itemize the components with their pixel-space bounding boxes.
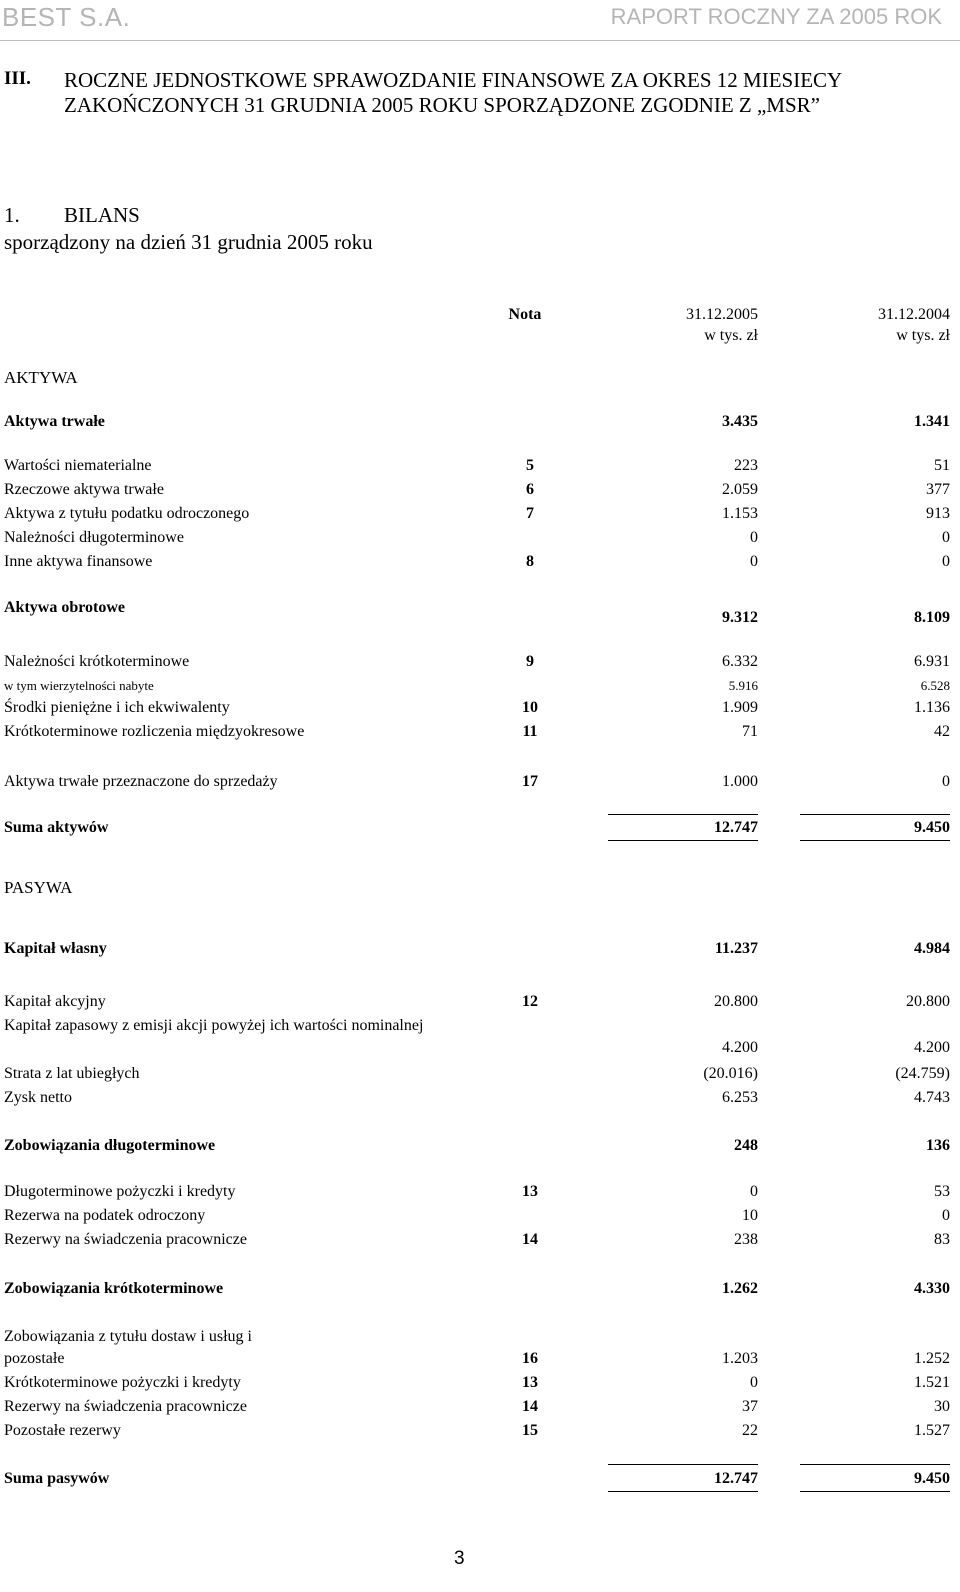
row-label: Suma aktywów	[4, 819, 109, 836]
table-row	[4, 938, 950, 960]
row-label: Pozostałe rezerwy	[4, 1422, 121, 1439]
row-value-2005: 223	[734, 457, 758, 474]
row-label: Inne aktywa finansowe	[4, 553, 153, 570]
row-value-2005: 71	[742, 723, 758, 740]
table-row	[4, 1278, 950, 1300]
row-label: Zobowiązania z tytułu dostaw i usług i pozostałe	[4, 1328, 252, 1367]
sum-underline	[608, 840, 758, 841]
row-nota: 9	[526, 653, 534, 670]
row-value-2004: 9.450	[914, 819, 950, 836]
table-row	[4, 817, 950, 839]
row-value-2004: 53	[934, 1183, 950, 1200]
row-value-2005: 0	[750, 1183, 758, 1200]
page-header	[0, 0, 960, 42]
row-value-2004: 1.521	[914, 1374, 950, 1391]
row-value-2004: 42	[934, 723, 950, 740]
row-value-2005: 0	[750, 553, 758, 570]
sum-underline	[800, 840, 950, 841]
table-row	[4, 1205, 950, 1227]
row-value-2004: 9.450	[914, 1470, 950, 1487]
row-nota: 6	[526, 481, 534, 498]
table-row	[4, 651, 950, 673]
row-label: Wartości niematerialne	[4, 457, 152, 474]
row-value-2005: (20.016)	[703, 1065, 758, 1082]
row-nota: 7	[526, 505, 534, 522]
row-value-2004: 1.252	[914, 1350, 950, 1367]
table-row	[4, 479, 950, 501]
table-row	[4, 1229, 950, 1251]
row-nota: 14	[522, 1398, 538, 1415]
table-row	[4, 1468, 950, 1490]
row-value-2005: 4.200	[722, 1039, 758, 1056]
row-label: Należności krótkoterminowe	[4, 653, 190, 670]
row-label: Rezerwa na podatek odroczony	[4, 1207, 206, 1224]
row-value-2005: 0	[750, 529, 758, 546]
nota-column-header: Nota	[508, 306, 542, 323]
row-value-2005: 1.000	[722, 773, 758, 790]
row-nota: 11	[522, 723, 538, 740]
row-value-2004: 1.527	[914, 1422, 950, 1439]
row-nota: 15	[522, 1422, 538, 1439]
row-value-2004: 30	[934, 1398, 950, 1415]
row-value-2004: 136	[926, 1137, 950, 1154]
row-value-2005: 1.153	[722, 505, 758, 522]
row-nota: 17	[522, 773, 538, 790]
table-row	[4, 597, 950, 626]
row-value-2004: 6.931	[914, 653, 950, 670]
table-row	[4, 411, 950, 433]
row-label: Kapitał zapasowy z emisji akcji powyżej ich wartości nominalnej	[4, 1017, 424, 1034]
row-value-2005: 9.312	[722, 609, 758, 626]
column-2005-date: 31.12.2005	[686, 306, 758, 323]
column-2004-date: 31.12.2004	[878, 306, 950, 323]
report-title: RAPORT ROCZNY ZA 2005 ROK	[610, 4, 942, 29]
table-row	[4, 1015, 950, 1059]
table-row	[4, 551, 950, 573]
column-2005-unit: w tys. zł	[704, 327, 758, 344]
row-value-2005: 1.909	[722, 699, 758, 716]
row-nota: 13	[522, 1374, 538, 1391]
row-value-2005: 3.435	[722, 413, 758, 430]
row-value-2005: 1.203	[722, 1350, 758, 1367]
table-row	[4, 1396, 950, 1418]
column-2004-unit: w tys. zł	[896, 327, 950, 344]
row-value-2004: 4.200	[914, 1039, 950, 1056]
row-value-2004: 8.109	[914, 609, 950, 626]
row-value-2004: 6.528	[920, 678, 950, 693]
row-value-2005: 248	[734, 1137, 758, 1154]
row-value-2004: 913	[926, 505, 950, 522]
sum-line	[608, 1464, 758, 1465]
row-nota: 12	[522, 993, 538, 1010]
subsection-number: 1.	[4, 203, 20, 227]
sum-line	[800, 814, 950, 815]
company-name: BEST S.A.	[2, 2, 131, 32]
row-nota: 10	[522, 699, 538, 716]
sum-underline	[608, 1491, 758, 1492]
row-nota: 5	[526, 457, 534, 474]
column-2004-header	[790, 304, 950, 346]
row-value-2004: 4.330	[914, 1280, 950, 1297]
row-value-2004: (24.759)	[895, 1065, 950, 1082]
row-value-2005: 0	[750, 1374, 758, 1391]
table-row	[4, 771, 950, 793]
row-nota: 8	[526, 553, 534, 570]
table-row	[4, 697, 950, 719]
table-row	[4, 1326, 950, 1370]
row-value-2005: 238	[734, 1231, 758, 1248]
table-row	[4, 503, 950, 525]
table-row	[4, 1135, 950, 1157]
row-label: Aktywa trwałe	[4, 413, 105, 430]
row-value-2005: 6.253	[722, 1089, 758, 1106]
row-value-2004: 0	[942, 1207, 950, 1224]
row-value-2004: 1.136	[914, 699, 950, 716]
row-label: Kapitał własny	[4, 940, 107, 957]
row-label: Rezerwy na świadczenia pracownicze	[4, 1398, 247, 1415]
row-value-2005: 1.262	[722, 1280, 758, 1297]
row-label: Kapitał akcyjny	[4, 993, 106, 1010]
header-rule	[0, 40, 960, 41]
sum-underline	[800, 1491, 950, 1492]
row-value-2005: 37	[742, 1398, 758, 1415]
row-value-2004: 377	[926, 481, 950, 498]
row-value-2005: 5.916	[728, 678, 758, 693]
row-value-2004: 0	[942, 773, 950, 790]
row-value-2004: 0	[942, 553, 950, 570]
row-label: Zysk netto	[4, 1089, 72, 1106]
row-value-2004: 20.800	[906, 993, 950, 1010]
row-value-2005: 11.237	[714, 940, 758, 957]
row-label: Rzeczowe aktywa trwałe	[4, 481, 164, 498]
table-row	[4, 1372, 950, 1394]
row-nota: 14	[522, 1231, 538, 1248]
table-row	[4, 455, 950, 477]
table-row	[4, 675, 950, 697]
page-number: 3	[454, 1548, 465, 1569]
table-row	[4, 1181, 950, 1203]
table-row	[4, 991, 950, 1013]
table-row	[4, 1420, 950, 1442]
row-value-2005: 10	[742, 1207, 758, 1224]
row-label: Zobowiązania krótkoterminowe	[4, 1280, 224, 1297]
row-value-2005: 12.747	[714, 819, 758, 836]
row-label: Krótkoterminowe pożyczki i kredyty	[4, 1374, 241, 1391]
row-value-2005: 2.059	[722, 481, 758, 498]
table-row	[4, 527, 950, 549]
row-nota: 16	[522, 1350, 538, 1367]
row-label: Środki pieniężne i ich ekwiwalenty	[4, 699, 230, 716]
row-label: Długoterminowe pożyczki i kredyty	[4, 1183, 236, 1200]
row-label: Krótkoterminowe rozliczenia międzyokresowe	[4, 723, 305, 740]
sum-line	[608, 814, 758, 815]
row-label: w tym wierzytelności nabyte	[4, 678, 154, 693]
row-value-2005: 12.747	[714, 1470, 758, 1487]
row-label: Zobowiązania długoterminowe	[4, 1137, 216, 1154]
table-row	[4, 1063, 950, 1085]
row-value-2004: 51	[934, 457, 950, 474]
assets-caption: AKTYWA	[4, 368, 78, 387]
row-label: Strata z lat ubiegłych	[4, 1065, 140, 1082]
row-value-2004: 4.743	[914, 1089, 950, 1106]
row-label: Aktywa z tytułu podatku odroczonego	[4, 505, 250, 522]
table-row	[4, 721, 950, 743]
row-nota: 13	[522, 1183, 538, 1200]
row-value-2004: 1.341	[914, 413, 950, 430]
liabilities-caption: PASYWA	[4, 878, 73, 897]
row-value-2004: 83	[934, 1231, 950, 1248]
row-value-2005: 22	[742, 1422, 758, 1439]
balance-date-line: sporządzony na dzień 31 grudnia 2005 roku	[4, 230, 373, 254]
table-row	[4, 1087, 950, 1109]
row-label: Suma pasywów	[4, 1470, 110, 1487]
row-label: Należności długoterminowe	[4, 529, 184, 546]
section-number: III.	[4, 68, 31, 89]
sum-line	[800, 1464, 950, 1465]
row-label: Aktywa obrotowe	[4, 599, 126, 616]
column-2005-header	[600, 304, 758, 346]
row-value-2005: 6.332	[722, 653, 758, 670]
section-title: ROCZNE JEDNOSTKOWE SPRAWOZDANIE FINANSOWE ZA OKRES 12 MIESIECY ZAKOŃCZONYCH 31 GRUDNIA 2005 ROKU SPORZĄDZONE ZGODNIE Z „MSR”	[64, 68, 842, 117]
row-label: Rezerwy na świadczenia pracownicze	[4, 1231, 247, 1248]
row-value-2004: 0	[942, 529, 950, 546]
subsection-title: BILANS	[64, 203, 140, 227]
row-value-2004: 4.984	[914, 940, 950, 957]
row-value-2005: 20.800	[714, 993, 758, 1010]
row-label: Aktywa trwałe przeznaczone do sprzedaży	[4, 773, 278, 790]
